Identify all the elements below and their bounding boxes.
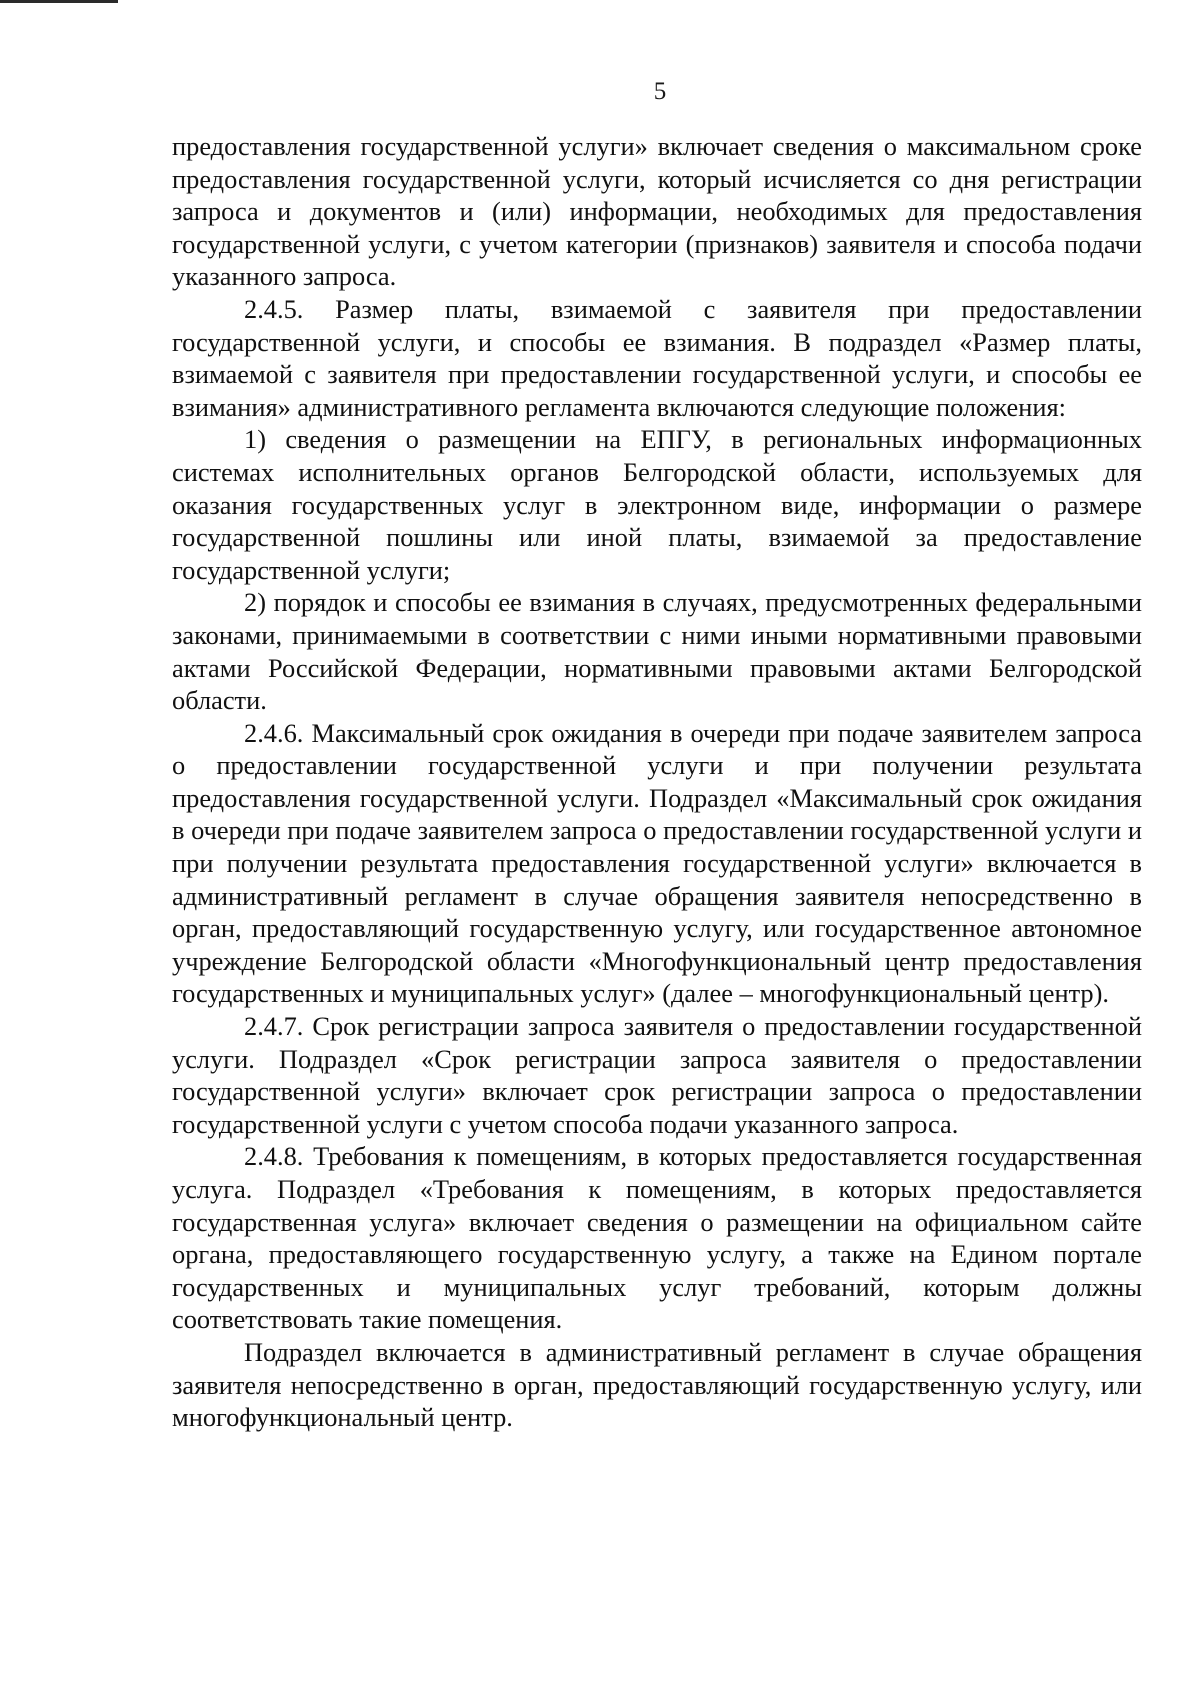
paragraph-2-4-6: 2.4.6. Максимальный срок ожидания в очереди при подаче заявителем запроса о предоставлении государственной услуги и при получении результата предоставления государственной услуги. Подраздел «Максимальный срок ожидания в очереди при подаче заявителем запроса о предоставлении государственной услуги и при получении результата предоставления государственной услуги» включается в административный регламент в случае обращения заявителя непосредственно в орган, предоставляющий государственную услугу, или государственное автономное учреждение Белгородской области «Многофункциональный центр предоставления государственных и муниципальных услуг» (далее – многофункциональный центр). <box>172 717 1142 1009</box>
paragraph-2-4-7: 2.4.7. Срок регистрации запроса заявителя о предоставлении государственной услуги. Подраздел «Срок регистрации запроса заявителя о предоставлении государственной услуги» включает срок регистрации запроса о предоставлении государственной услуги с учетом способа подачи указанного запроса. <box>172 1011 1142 1139</box>
paragraph-2-4-8: 2.4.8. Требования к помещениям, в которых предоставляется государственная услуга. Подраздел «Требования к помещениям, в которых предоставляется государственная услуга» включает сведения о размещении на официальном сайте органа, предоставляющего государственную услугу, а также на Едином портале государственных и муниципальных услуг требований, которым должны соответствовать такие помещения. <box>172 1141 1142 1335</box>
page-number: 5 <box>653 78 667 105</box>
paragraph-intro-continuation: предоставления государственной услуги» включает сведения о максимальном сроке предоставления государственной услуги, который исчисляется со дня регистрации запроса и документов и (или) информации, необходимых для предоставления государственной услуги, с учетом категории (признаков) заявителя и способа подачи указанного запроса. <box>172 131 1142 292</box>
paragraph-item-2: 2) порядок и способы ее взимания в случаях, предусмотренных федеральными законами, принимаемыми в соответствии с ними иными нормативными правовыми актами Российской Федерации, нормативными правовыми актами Белгородской области. <box>172 587 1142 716</box>
scan-edge-mark <box>0 0 118 3</box>
paragraph-item-1: 1) сведения о размещении на ЕПГУ, в региональных информационных системах исполнительных органов Белгородской области, используемых для оказания государственных услуг в электронном виде, информации о размере государственной пошлины или иной платы, взимаемой за предоставление государственной услуги; <box>172 424 1142 585</box>
paragraph-2-4-5: 2.4.5. Размер платы, взимаемой с заявителя при предоставлении государственной услуги, и способы ее взимания. В подраздел «Размер платы, взимаемой с заявителя при предоставлении государственной услуги, и способы ее взимания» административного регламента включаются следующие положения: <box>172 293 1142 422</box>
document-body <box>172 130 1142 1434</box>
paragraph-subsection-note: Подраздел включается в административный регламент в случае обращения заявителя непосредственно в орган, предоставляющий государственную услугу, или многофункциональный центр. <box>172 1336 1142 1433</box>
